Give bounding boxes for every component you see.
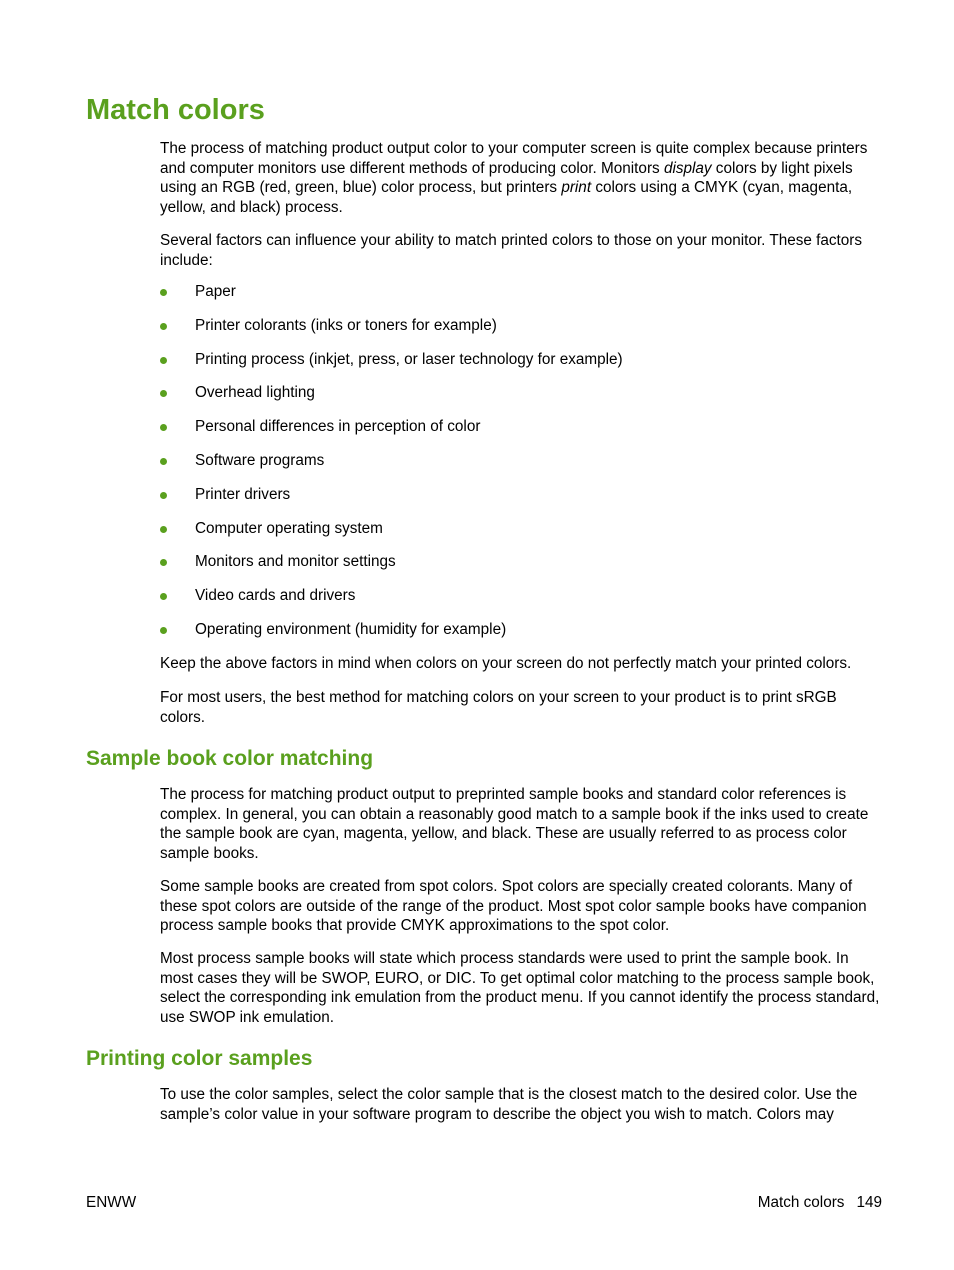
sample-book-paragraph-1: The process for matching product output to preprinted sample books and standard color references is complex. In general, you can obtain a reasonably good match to a sample book if the inks used to create the sample book are cyan, magenta, yellow, and black. These are usually referred to as process color sample books.: [160, 786, 869, 862]
bullet-icon: [160, 323, 167, 330]
footer-left: ENWW: [86, 1194, 137, 1211]
list-item: Printer colorants (inks or toners for example): [160, 316, 884, 350]
list-item: Computer operating system: [160, 519, 884, 553]
sample-book-heading: Sample book color matching: [86, 747, 374, 770]
list-item: Printer drivers: [160, 485, 884, 519]
list-item: Paper: [160, 282, 884, 316]
footer-right: [758, 1193, 882, 1213]
bullet-icon: [160, 424, 167, 431]
sample-book-paragraph-2: Some sample books are created from spot colors. Spot colors are specially created colorants. Many of these spot colors are outside of the range of the product. Most spot color sample books have companion process sample books that provide CMYK approximations to the spot color.: [160, 878, 867, 934]
printing-samples-paragraph: To use the color samples, select the color sample that is the closest match to the desired color. Use the sample’s color value in your software program to describe the object you wish to match. Colors may: [160, 1086, 858, 1123]
list-item: Printing process (inkjet, press, or laser technology for example): [160, 350, 884, 384]
bullet-icon: [160, 357, 167, 364]
printing-samples-heading: Printing color samples: [86, 1047, 313, 1070]
bullet-icon: [160, 593, 167, 600]
bullet-icon: [160, 390, 167, 397]
page-number: 149: [856, 1194, 882, 1211]
bullet-icon: [160, 559, 167, 566]
intro-paragraph: The process of matching product output color to your computer screen is quite complex because printers and computer monitors use different methods of producing color. Monitors display colors by light pixels using an RGB (red, green, blue) color process, but printers print colors using a CMYK (cyan, magenta, yellow, and black) process.: [160, 140, 868, 216]
list-item: Software programs: [160, 451, 884, 485]
list-item: Video cards and drivers: [160, 586, 884, 620]
sample-book-paragraph-3: Most process sample books will state which process standards were used to print the sample book. In most cases they will be SWOP, EURO, or DIC. To get optimal color matching to the process sample book, select the corresponding ink emulation from the product menu. If you cannot identify the process standard, use SWOP ink emulation.: [160, 950, 880, 1026]
page-title: Match colors: [86, 94, 265, 126]
list-item: Personal differences in perception of color: [160, 417, 884, 451]
list-item: Operating environment (humidity for example): [160, 620, 884, 654]
srgb-paragraph: For most users, the best method for matching colors on your screen to your product is to print sRGB colors.: [160, 689, 837, 726]
factors-list: [160, 282, 884, 654]
bullet-icon: [160, 627, 167, 634]
bullet-icon: [160, 458, 167, 465]
bullet-icon: [160, 492, 167, 499]
footer-section: Match colors: [757, 1194, 845, 1211]
list-item: Monitors and monitor settings: [160, 552, 884, 586]
list-item: Overhead lighting: [160, 383, 884, 417]
bullet-icon: [160, 289, 167, 296]
factors-intro-paragraph: Several factors can influence your ability to match printed colors to those on your monitor. These factors include:: [160, 232, 863, 269]
factors-note-paragraph: Keep the above factors in mind when colors on your screen do not perfectly match your printed colors.: [160, 655, 852, 672]
bullet-icon: [160, 526, 167, 533]
